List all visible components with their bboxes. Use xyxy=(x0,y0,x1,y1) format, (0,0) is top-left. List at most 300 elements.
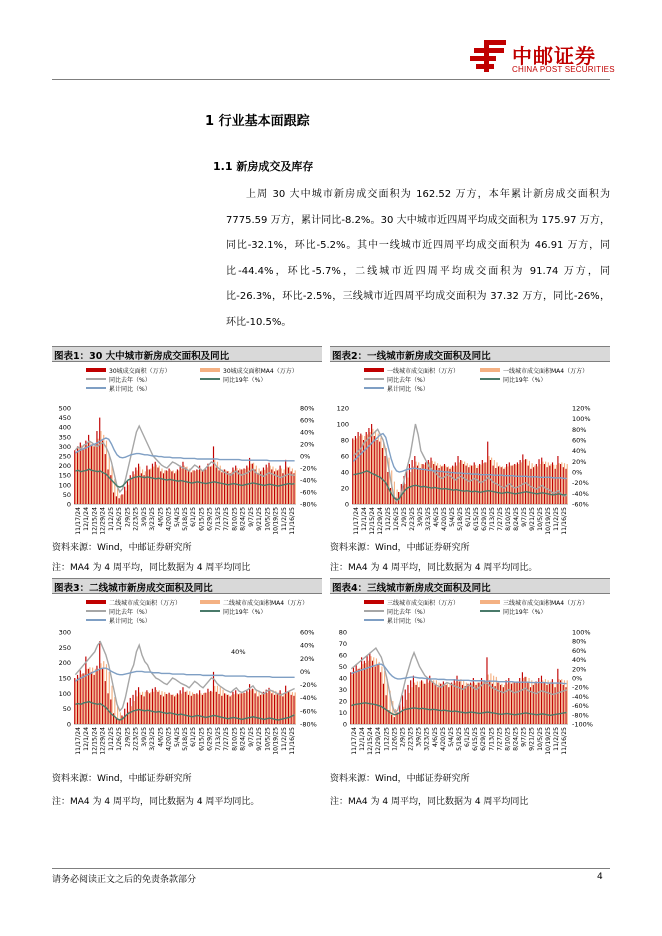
bar-ma4 xyxy=(89,442,90,504)
bar-area xyxy=(536,464,537,504)
bar-area xyxy=(180,690,181,724)
bar-ma4 xyxy=(359,436,360,504)
y-left-tick-label: 70 xyxy=(338,640,347,648)
x-tick-label: 11/16/25 xyxy=(561,727,568,755)
chart-title: 图表1：30 大中城市新房成交面积及同比 xyxy=(54,351,230,362)
chart-title: 图表3：二线城市新房成交面积及同比 xyxy=(54,583,213,594)
bar-area xyxy=(468,467,469,504)
x-tick-label: 1/26/25 xyxy=(393,507,400,531)
bar-ma4 xyxy=(186,467,187,504)
bar-area xyxy=(96,431,97,504)
bar-area xyxy=(374,436,375,504)
bar-area xyxy=(171,471,172,504)
x-tick-label: 7/27/25 xyxy=(496,727,504,751)
bar-area xyxy=(409,464,410,504)
legend-label: 同比19年（%） xyxy=(223,609,267,616)
bar-ma4 xyxy=(564,463,565,504)
bar-area xyxy=(193,694,194,724)
bar-ma4 xyxy=(197,470,198,504)
x-tick-label: 9/7/25 xyxy=(520,726,528,747)
bar-area xyxy=(535,681,536,724)
bar-area xyxy=(102,669,103,724)
bar-area xyxy=(495,686,496,724)
bar-area xyxy=(435,685,436,724)
bar-ma4 xyxy=(515,465,516,504)
bar-ma4 xyxy=(354,671,355,724)
bar-area xyxy=(260,695,261,724)
bar-ma4 xyxy=(475,465,476,504)
bar-area xyxy=(155,462,156,504)
bar-ma4 xyxy=(181,694,182,724)
bar-ma4 xyxy=(159,466,160,504)
bar-ma4 xyxy=(430,679,431,724)
bar-area xyxy=(255,469,256,504)
y-right-tick-label: 60% xyxy=(300,416,315,425)
bar-ma4 xyxy=(209,692,210,724)
x-tick-label: 12/15/24 xyxy=(91,727,99,755)
bar-ma4 xyxy=(189,691,190,724)
legend-label: 累计同比（%） xyxy=(387,618,429,625)
bar-area xyxy=(149,469,150,504)
bar-ma4 xyxy=(407,478,408,504)
china-post-emblem-icon xyxy=(470,38,508,74)
x-tick-label: 3/23/25 xyxy=(425,507,432,531)
bar-ma4 xyxy=(370,432,371,504)
chart-tier3-cities xyxy=(330,594,610,768)
bar-ma4 xyxy=(222,690,223,724)
bar-area xyxy=(437,687,438,724)
bar-ma4 xyxy=(394,482,395,504)
bar-area xyxy=(169,468,170,504)
bar-ma4 xyxy=(89,667,90,724)
bar-area xyxy=(525,459,526,504)
bar-ma4 xyxy=(142,692,143,724)
chart4-note: 注：MA4 为 4 周平均，同比数据为 4 周平均同比 xyxy=(330,797,529,807)
bar-area xyxy=(293,473,294,504)
legend-label: 累计同比（%） xyxy=(109,386,151,393)
bar-area xyxy=(417,466,418,504)
bar-area xyxy=(547,467,548,504)
chart-tier2-cities xyxy=(52,594,322,768)
chart2-note: 注：MA4 为 4 周平均，同比数据为 4 周平均同比。 xyxy=(330,563,538,573)
bar-area xyxy=(446,685,447,724)
bar-ma4 xyxy=(117,706,118,724)
bar-ma4 xyxy=(167,471,168,504)
bar-ma4 xyxy=(161,691,162,724)
x-tick-label: 7/27/25 xyxy=(497,507,504,531)
y-right-tick-label: 0% xyxy=(300,667,311,676)
bar-ma4 xyxy=(433,680,434,724)
legend-label: 三线城市成交面积（万方） xyxy=(387,600,460,607)
bar-area xyxy=(364,661,365,724)
bar-ma4 xyxy=(432,461,433,504)
bar-ma4 xyxy=(376,658,377,724)
bar-ma4 xyxy=(78,448,79,504)
x-tick-label: 2/9/25 xyxy=(399,727,407,747)
legend-swatch xyxy=(480,600,500,604)
legend-label: 同比19年（%） xyxy=(223,377,267,384)
bar-ma4 xyxy=(220,466,221,504)
legend-swatch xyxy=(86,368,106,372)
bar-ma4 xyxy=(496,677,497,724)
bar-ma4 xyxy=(111,466,112,504)
bar-area xyxy=(519,678,520,724)
bar-area xyxy=(476,685,477,724)
chart1-source: 资料来源：Wind，中邮证券研究所 xyxy=(52,543,192,553)
bar-area xyxy=(174,473,175,504)
x-tick-label: 1/26/25 xyxy=(116,727,124,751)
bar-area xyxy=(230,473,231,504)
line-cumulative-yoy xyxy=(75,438,294,461)
x-tick-label: 3/23/25 xyxy=(423,727,431,751)
bar-ma4 xyxy=(518,681,519,724)
bar-area xyxy=(493,466,494,504)
x-tick-label: 11/16/25 xyxy=(289,727,296,755)
bar-ma4 xyxy=(548,462,549,504)
bar-ma4 xyxy=(463,680,464,724)
bar-ma4 xyxy=(559,463,560,504)
y-right-tick-label: -40% xyxy=(300,694,317,703)
bar-ma4 xyxy=(289,691,290,724)
y-left-tick-label: 120 xyxy=(336,404,349,413)
bar-ma4 xyxy=(231,695,232,724)
bar-ma4 xyxy=(123,494,124,504)
y-left-tick-label: 80 xyxy=(338,628,347,637)
bar-ma4 xyxy=(117,489,118,504)
bar-ma4 xyxy=(109,672,110,724)
bar-ma4 xyxy=(164,692,165,724)
bar-area xyxy=(456,676,457,724)
bar-area xyxy=(202,471,203,504)
bar-ma4 xyxy=(567,464,568,504)
y-right-tick-label: -20% xyxy=(572,479,589,488)
bar-area xyxy=(185,468,186,504)
bar-area xyxy=(94,675,95,724)
bar-area xyxy=(565,469,566,504)
legend-label: 累计同比（%） xyxy=(387,386,429,393)
bar-area xyxy=(451,683,452,724)
bar-ma4 xyxy=(167,694,168,724)
bar-ma4 xyxy=(161,468,162,504)
bar-area xyxy=(105,454,106,504)
bar-area xyxy=(544,683,545,724)
legend-label: 同比去年（%） xyxy=(109,609,151,616)
bar-area xyxy=(191,696,192,724)
chart4-source: 资料来源：Wind，中邮证券研究所 xyxy=(330,774,470,784)
bar-area xyxy=(490,460,491,504)
bar-area xyxy=(135,690,136,724)
x-tick-label: 9/7/25 xyxy=(247,506,255,527)
bar-ma4 xyxy=(486,462,487,504)
bar-area xyxy=(232,692,233,724)
bar-ma4 xyxy=(379,662,380,724)
x-tick-label: 4/20/25 xyxy=(441,507,448,531)
bar-ma4 xyxy=(203,693,204,724)
bar-ma4 xyxy=(434,462,435,504)
bar-area xyxy=(525,677,526,724)
bar-ma4 xyxy=(532,463,533,504)
bar-area xyxy=(368,428,369,504)
footer-disclaimer: 请务必阅读正文之后的免责条款部分 xyxy=(52,875,197,885)
bar-area xyxy=(210,691,211,724)
bar-area xyxy=(141,473,142,504)
chart-title: 图表4：三线城市新房成交面积及同比 xyxy=(332,583,491,594)
x-tick-label: 12/15/24 xyxy=(369,507,376,535)
x-tick-label: 10/19/25 xyxy=(272,726,280,755)
bar-ma4 xyxy=(456,466,457,504)
bar-ma4 xyxy=(222,469,223,504)
bar-area xyxy=(205,468,206,504)
y-left-tick-label: 50 xyxy=(338,663,347,671)
bar-area xyxy=(218,470,219,504)
bar-ma4 xyxy=(499,683,500,724)
bar-ma4 xyxy=(86,444,87,504)
bar-ma4 xyxy=(250,690,251,724)
y-right-tick-label: -40% xyxy=(300,476,317,485)
y-right-tick-label: 100% xyxy=(572,628,591,637)
bar-ma4 xyxy=(175,471,176,504)
bar-ma4 xyxy=(364,436,365,504)
bar-area xyxy=(455,462,456,504)
line-cumulative-yoy xyxy=(75,668,294,681)
bar-ma4 xyxy=(170,695,171,724)
legend-label: 30城成交面积（万方） xyxy=(109,368,171,375)
bar-ma4 xyxy=(539,683,540,724)
x-tick-label: 2/23/25 xyxy=(407,726,415,751)
bar-area xyxy=(430,458,431,504)
y-right-tick-label: -100% xyxy=(572,720,593,729)
bar-ma4 xyxy=(455,683,456,724)
bar-ma4 xyxy=(439,683,440,724)
bar-ma4 xyxy=(504,685,505,724)
y-right-tick-label: -40% xyxy=(572,489,589,498)
bar-area xyxy=(466,466,467,504)
x-tick-label: 10/5/25 xyxy=(536,727,544,751)
bar-ma4 xyxy=(86,669,87,724)
bar-area xyxy=(94,446,95,504)
bar-area xyxy=(484,680,485,724)
y-right-tick-label: 40% xyxy=(572,656,587,665)
bar-ma4 xyxy=(98,670,99,724)
bar-ma4 xyxy=(378,434,379,504)
bar-area xyxy=(463,464,464,504)
bar-ma4 xyxy=(548,680,549,724)
bar-ma4 xyxy=(400,713,401,725)
x-tick-label: 8/10/25 xyxy=(504,727,512,751)
bar-area xyxy=(213,446,214,504)
bar-ma4 xyxy=(556,684,557,724)
x-tick-label: 3/23/25 xyxy=(149,507,157,531)
y-right-tick-label: -20% xyxy=(572,683,589,692)
bar-area xyxy=(377,664,378,724)
bar-ma4 xyxy=(281,468,282,504)
x-tick-label: 11/17/24 xyxy=(353,507,360,535)
bar-area xyxy=(457,456,458,504)
bar-area xyxy=(484,462,485,504)
bar-area xyxy=(486,657,487,724)
bar-ma4 xyxy=(368,661,369,724)
bar-ma4 xyxy=(100,431,101,504)
bar-area xyxy=(557,669,558,724)
bar-area xyxy=(555,687,556,724)
x-tick-label: 1/26/25 xyxy=(116,507,124,531)
bar-ma4 xyxy=(425,684,426,724)
bar-ma4 xyxy=(75,452,76,504)
bar-ma4 xyxy=(381,667,382,725)
bar-ma4 xyxy=(469,465,470,504)
bar-ma4 xyxy=(513,465,514,504)
bar-ma4 xyxy=(542,680,543,724)
x-tick-label: 5/18/25 xyxy=(182,507,189,531)
y-right-tick-label: 40% xyxy=(300,641,315,650)
bar-ma4 xyxy=(561,679,562,724)
bar-ma4 xyxy=(120,495,121,504)
chart-panel-30-cities xyxy=(52,346,322,538)
bar-ma4 xyxy=(414,683,415,724)
bar-ma4 xyxy=(234,470,235,504)
bar-ma4 xyxy=(437,463,438,504)
bar-ma4 xyxy=(501,684,502,724)
bar-ma4 xyxy=(256,689,257,724)
bar-ma4 xyxy=(550,464,551,504)
y-left-tick-label: 50 xyxy=(62,705,71,714)
bar-area xyxy=(119,498,120,504)
section-heading: 1 行业基本面跟踪 xyxy=(205,114,310,129)
bar-area xyxy=(555,469,556,504)
bar-area xyxy=(193,470,194,504)
x-tick-label: 11/16/25 xyxy=(289,507,296,535)
y-left-tick-label: 300 xyxy=(58,628,71,637)
bar-area xyxy=(107,469,108,504)
x-tick-label: 4/6/25 xyxy=(157,506,165,527)
x-tick-label: 12/29/24 xyxy=(99,507,107,535)
x-tick-label: 1/12/25 xyxy=(107,726,115,751)
bar-area xyxy=(522,454,523,504)
x-tick-label: 11/2/25 xyxy=(280,507,288,531)
bar-area xyxy=(238,470,239,504)
bar-area xyxy=(505,680,506,724)
bar-area xyxy=(449,469,450,504)
y-right-tick-label: 80% xyxy=(572,637,587,646)
bar-area xyxy=(127,481,128,504)
bar-area xyxy=(227,695,228,724)
bar-ma4 xyxy=(225,694,226,724)
bar-ma4 xyxy=(553,465,554,504)
bar-ma4 xyxy=(380,438,381,504)
x-tick-label: 6/15/25 xyxy=(198,727,206,751)
bar-area xyxy=(74,450,75,504)
bar-area xyxy=(380,672,381,724)
y-left-tick-label: 300 xyxy=(58,442,71,451)
bar-area xyxy=(96,666,97,724)
bar-ma4 xyxy=(526,459,527,504)
chart-title: 图表2：一线城市新房成交面积及同比 xyxy=(332,351,491,362)
bar-ma4 xyxy=(186,691,187,724)
bar-ma4 xyxy=(150,468,151,504)
bar-area xyxy=(355,436,356,504)
y-left-tick-label: 40 xyxy=(340,468,349,477)
bar-ma4 xyxy=(464,462,465,504)
chart-30-cities xyxy=(52,362,322,538)
bar-ma4 xyxy=(134,474,135,504)
bar-area xyxy=(77,675,78,724)
bar-area xyxy=(367,655,368,724)
bar-ma4 xyxy=(466,683,467,724)
bar-ma4 xyxy=(356,438,357,504)
bar-ma4 xyxy=(540,464,541,504)
bar-ma4 xyxy=(488,456,489,504)
bar-ma4 xyxy=(150,692,151,724)
bar-area xyxy=(476,468,477,504)
x-tick-label: 8/24/25 xyxy=(239,506,247,531)
x-tick-label: 8/10/25 xyxy=(231,727,239,751)
x-tick-label: 4/6/25 xyxy=(157,726,165,747)
x-tick-label: 5/4/25 xyxy=(173,507,181,527)
bar-ma4 xyxy=(236,468,237,504)
y-right-tick-label: 0% xyxy=(572,674,583,683)
x-tick-label: 12/1/24 xyxy=(83,726,91,751)
bar-area xyxy=(88,669,89,724)
bar-area xyxy=(152,464,153,504)
bar-area xyxy=(257,696,258,724)
bar-area xyxy=(448,687,449,724)
x-tick-label: 3/9/25 xyxy=(140,506,148,527)
bar-area xyxy=(132,695,133,724)
bar-ma4 xyxy=(284,694,285,724)
bar-area xyxy=(410,680,411,724)
y-right-tick-label: 80% xyxy=(300,404,315,413)
bar-area xyxy=(506,464,507,504)
bar-ma4 xyxy=(469,684,470,724)
bar-area xyxy=(185,692,186,724)
y-left-tick-label: 350 xyxy=(58,433,71,442)
bar-ma4 xyxy=(398,714,399,724)
x-tick-label: 11/17/24 xyxy=(75,507,82,535)
bar-ma4 xyxy=(545,462,546,504)
x-tick-label: 8/24/25 xyxy=(512,726,520,751)
logo-chinese-name: 中邮证券 xyxy=(512,44,596,68)
y-left-tick-label: 20 xyxy=(338,697,347,706)
bar-ma4 xyxy=(411,687,412,724)
bar-area xyxy=(522,672,523,724)
x-tick-label: 1/12/25 xyxy=(383,726,391,751)
bar-ma4 xyxy=(449,684,450,724)
bar-area xyxy=(552,679,553,724)
bar-ma4 xyxy=(436,680,437,724)
x-tick-label: 6/29/25 xyxy=(206,507,214,531)
x-tick-label: 10/5/25 xyxy=(537,507,544,531)
bar-ma4 xyxy=(114,697,115,724)
bar-area xyxy=(413,676,414,724)
bar-ma4 xyxy=(375,430,376,504)
bar-area xyxy=(563,467,564,504)
bar-ma4 xyxy=(520,681,521,724)
bar-area xyxy=(375,667,376,725)
bar-ma4 xyxy=(75,680,76,724)
bar-area xyxy=(552,462,553,504)
bar-ma4 xyxy=(156,690,157,724)
bar-area xyxy=(361,657,362,724)
bar-area xyxy=(124,487,125,504)
bar-ma4 xyxy=(480,465,481,504)
bar-ma4 xyxy=(534,683,535,724)
bar-area xyxy=(414,456,415,504)
x-tick-label: 6/29/25 xyxy=(206,727,214,751)
bar-ma4 xyxy=(84,673,85,724)
bar-area xyxy=(565,687,566,724)
chart3-source: 资料来源：Wind，中邮证券研究所 xyxy=(52,774,192,784)
y-right-tick-label: 0% xyxy=(300,452,311,461)
